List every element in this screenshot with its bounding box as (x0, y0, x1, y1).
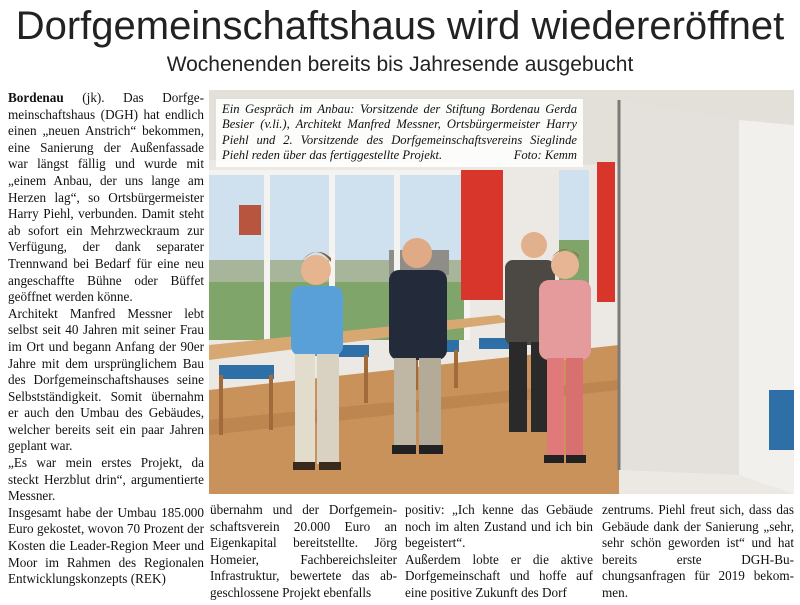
subheadline: Wochenenden bereits bis Jahresende ausgebucht (166, 53, 634, 76)
red-curtain-right (597, 162, 615, 302)
column-4-text: zentrums. Piehl freut sich, dass das Gebäude dank der Sanierung „sehr, sehr schön geworden ist“ und hat bereits erste DGH-Buchungsanfragen für 2019 bekommen. (602, 502, 794, 600)
headline: Dorfgemeinschaftshaus wird wiedereröffnet (15, 4, 785, 48)
paragraph-1 (8, 90, 204, 306)
partition-wall (619, 100, 739, 475)
paragraph-1-text: (jk). Das Dorfgemeinschaftshaus (DGH) hat endlich einen „neuen Anstrich“ bekommen, eine Sanierung der Außenfassade war längst fällig und wurde mit „einem Anbau, der uns lange am Herzen lag“, so Ortsbürgermeister Harry Piehl, verbunden. Damit steht ab sofort ein Mehrzweckraum zur Verfügung, der dank separater Trennwand bei Bedarf für eine neu angeschaffte Bühne oder Büffet geöffnet werden könne. (8, 90, 204, 305)
paragraph-3: „Es war mein erstes Projekt, da steckt Herzblut drin“, argumentierte Messner. (8, 455, 204, 504)
article-column-1 (8, 90, 204, 588)
paragraph-4: Insgesamt habe der Umbau 185.000 Euro gekostet, wovon 70 Prozent der Kosten die Leader-Region Meer und Moor im Rahmen des Regionalen Entwicklungskonzepts (REK) (8, 504, 204, 587)
article-column-2 (210, 502, 397, 602)
article-photo (209, 90, 794, 494)
column-3-paragraph-1: positiv: „Ich kenne das Gebäude noch im alten Zustand und ich bin begeistert“. (405, 502, 593, 551)
dateline: Bordenau (8, 90, 64, 105)
article-column-4 (602, 502, 794, 602)
red-curtain (461, 170, 503, 300)
photo-caption (216, 99, 583, 167)
column-2-text: übernahm und der Dorfgemeinschaftsverein 20.000 Euro an Eigenkapital bereitstellte. Jörg Homeier, Fachbereichsleiter Infrastruktur, bewertete das abgeschlossene Projekt ebenfalls (210, 502, 397, 600)
photo-credit: Foto: Kemm (513, 148, 577, 163)
column-3-paragraph-2: Außerdem lobte er die aktive Dorfgemeinschaft und hoffe auf eine positive Zukunft des Dorf (405, 551, 593, 600)
paragraph-2: Architekt Manfred Messner lebt selbst seit 40 Jahren mit seiner Frau im Ort und begann Anfang der 90er Jahre mit dem ursprünglichem Bau des Dorfgemeinschaftshauses seine Selbstständigkeit. Somit übernahm er auch den Umbau des Gebäudes, welcher bereits seit ein paar Jahren geplant war. (8, 305, 204, 454)
article-column-3 (405, 502, 593, 602)
caption-text: Ein Gespräch im Anbau: Vorsitzende der Stiftung Bordenau Gerda Besier (v.li.), Architekt Manfred Messner, Ortsbürgermeister Harry Piehl und 2. Vorsitzende des Dorfgemeinschaftsvereins Sieglinde Piehl reden über das fertiggestellte Projekt. (222, 102, 577, 163)
